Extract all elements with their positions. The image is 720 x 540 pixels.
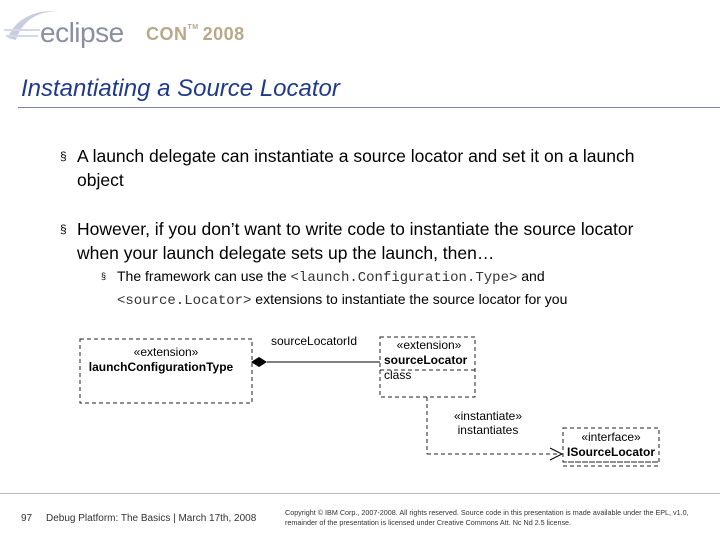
role-label: sourceLocatorId [271, 334, 358, 348]
bullet-mark: § [60, 149, 67, 163]
logo-con-text: CON [146, 24, 188, 44]
logo-con [146, 24, 245, 45]
sub-bullet-part3: extensions to instantiate the source locator for you [251, 291, 568, 307]
sub-bullet-part2: and [517, 268, 545, 284]
eclipsecon-logo [0, 0, 260, 62]
page-title: Instantiating a Source Locator [21, 75, 340, 102]
logo-year: 2008 [202, 24, 245, 44]
bullet-item [60, 144, 670, 192]
bullet-mark: § [60, 222, 67, 236]
bullet-mark: § [101, 271, 107, 281]
source-box-stereotype: «extension» [396, 338, 462, 352]
sub-bullet-part1: The framework can use the [117, 268, 291, 284]
logo-wordmark [40, 17, 124, 49]
uml-diagram [0, 320, 720, 490]
dependency-label: instantiates [457, 423, 519, 437]
footer-presentation-title: Debug Platform: The Basics | March 17th, 2008 [46, 513, 257, 524]
title-divider [18, 107, 720, 108]
launch-box-stereotype: «extension» [133, 345, 199, 359]
interface-stereotype: «interface» [581, 430, 641, 444]
sub-bullet-text [117, 266, 661, 312]
code-launch-configuration-type: <launch.Configuration.Type> [290, 270, 518, 286]
sub-bullet-item [101, 266, 661, 312]
bullet-text: A launch delegate can instantiate a source locator and set it on a launch object [77, 146, 635, 190]
dependency-stereotype: «instantiate» [453, 409, 523, 423]
launch-box-name: launchConfigurationType [88, 360, 234, 374]
copyright-notice: Copyright © IBM Corp., 2007-2008. All rights reserved. Source code in this presentation is made available under the EPL, v1.0, remainder of the presentation is licensed under Creative Commons Att. Nc Nd 2.5 license. [285, 508, 689, 527]
page-number: 97 [21, 513, 33, 524]
source-box-name: sourceLocator [384, 353, 468, 367]
logo-eclipse: eclipse [40, 17, 124, 48]
source-box-attribute: class [384, 368, 412, 382]
composition-diamond-icon [251, 357, 267, 367]
code-source-locator: <source.Locator> [117, 293, 252, 309]
bullet-item [60, 217, 670, 265]
footer-divider [0, 493, 720, 494]
interface-name: ISourceLocator [566, 445, 656, 459]
bullet-text: However, if you don’t want to write code to instantiate the source locator when your launch delegate sets up the launch, then… [77, 219, 634, 263]
logo-tm: TM [187, 24, 199, 31]
